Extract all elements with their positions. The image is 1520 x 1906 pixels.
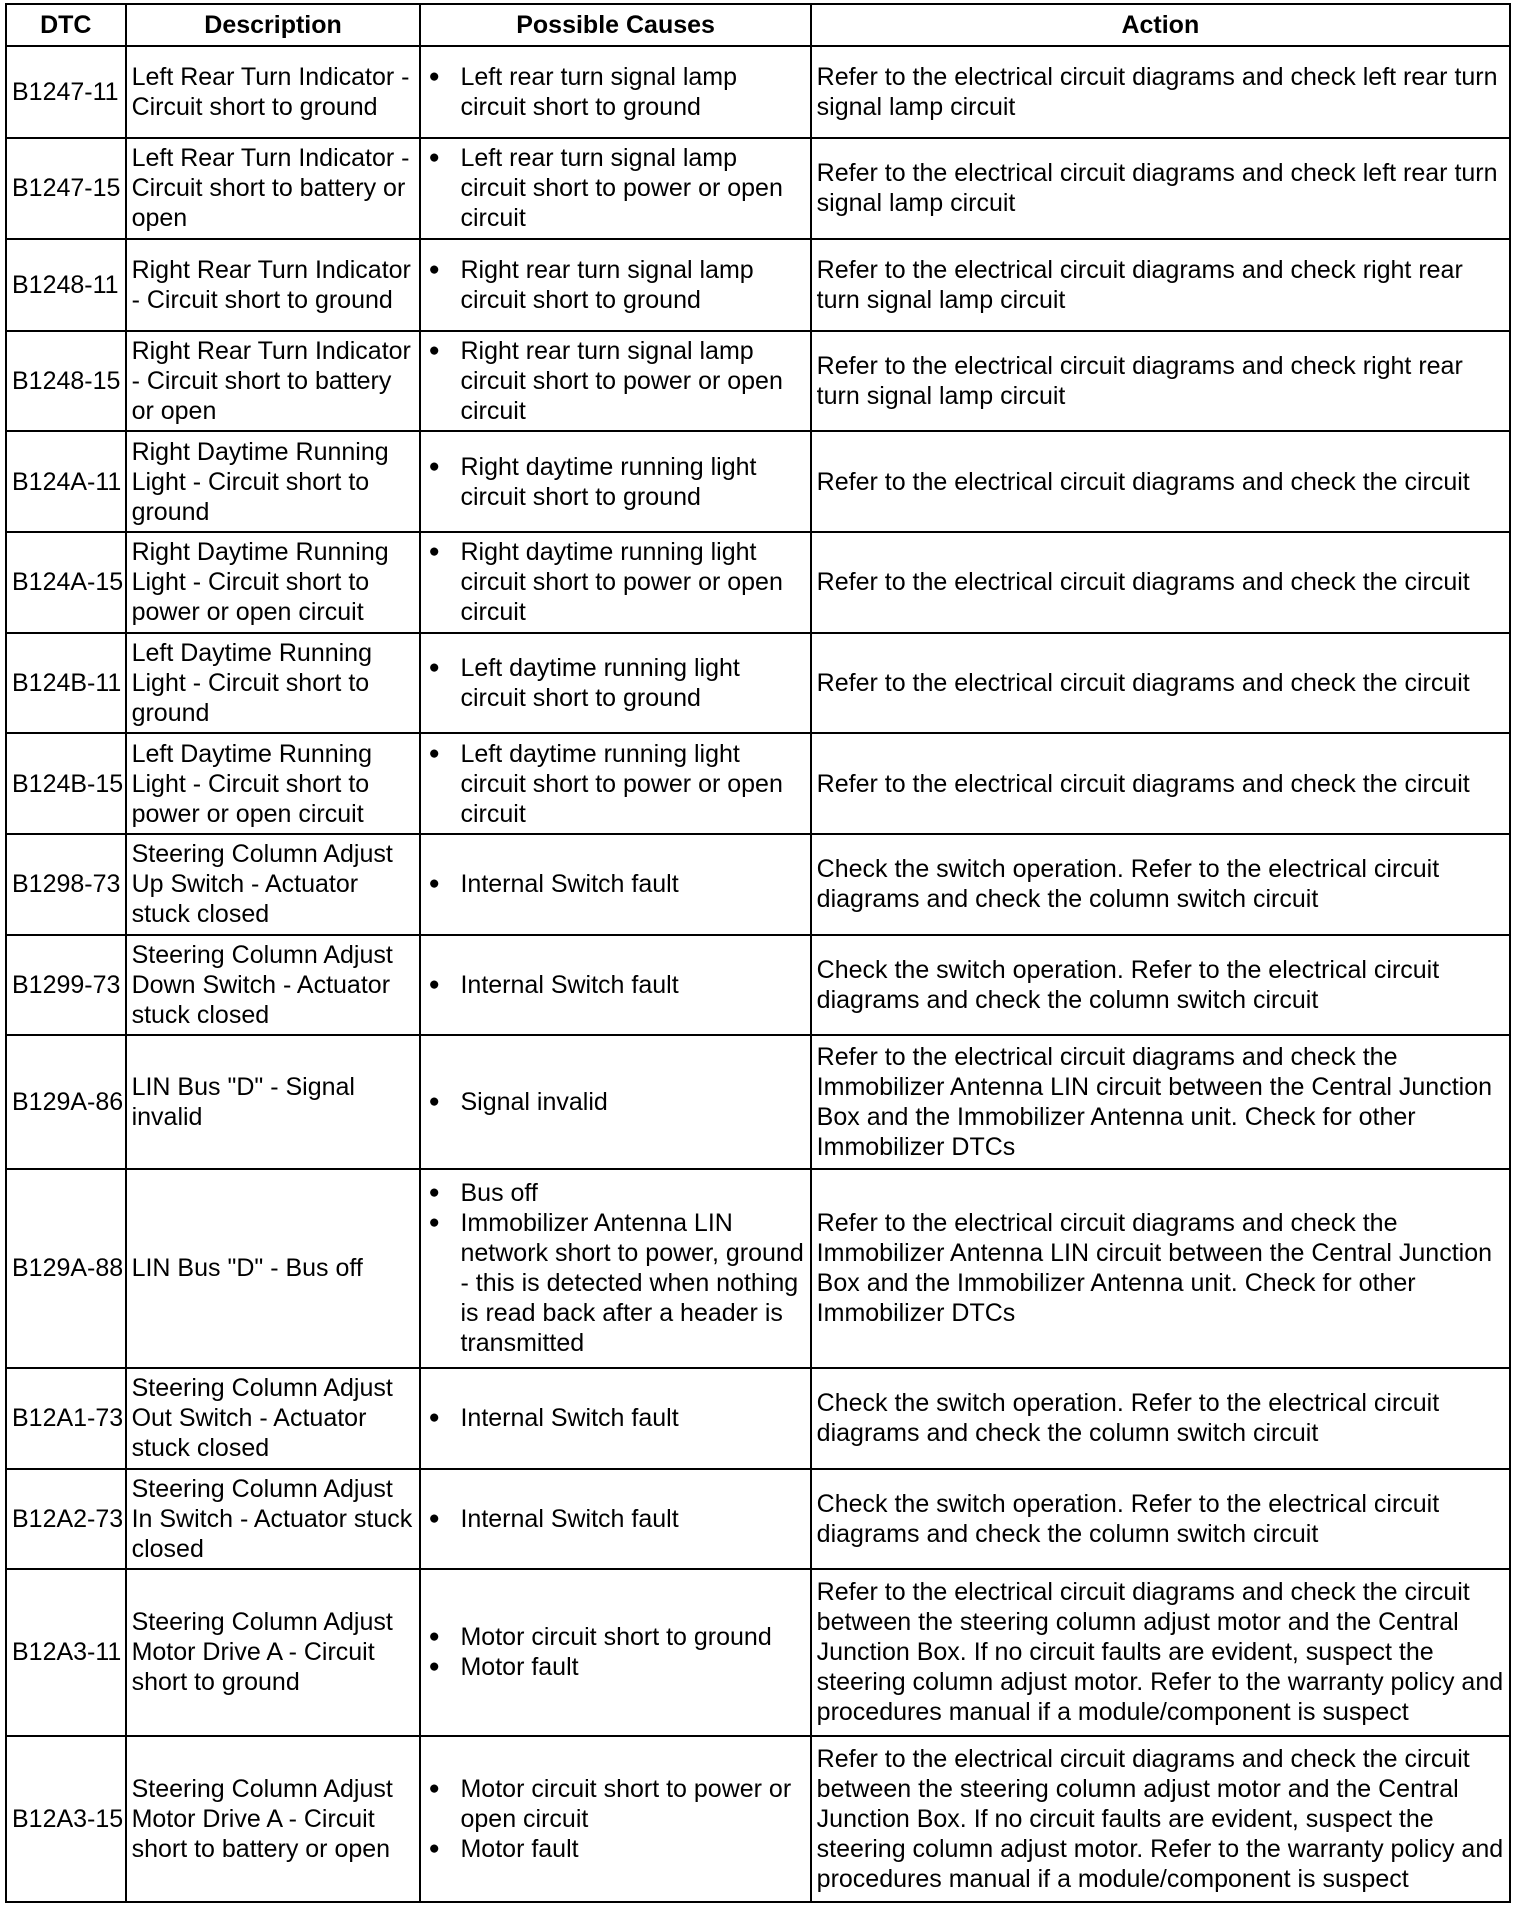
dtc-code: B1248-11 — [6, 239, 126, 331]
possible-cause-item: ● Right rear turn signal lamp circuit short to power or open circuit — [426, 336, 804, 426]
dtc-action: Refer to the electrical circuit diagrams and check the circuit between the steering column adjust motor and the Central Junction Box. If no circuit faults are evident, suspect the steering column adjust motor. Refer to the warranty policy and procedures manual if a module/component is suspect — [811, 1736, 1510, 1902]
possible-causes-list — [426, 336, 804, 426]
possible-causes-cell — [420, 1736, 810, 1902]
dtc-code: B1298-73 — [6, 834, 126, 935]
possible-cause-item: ● Motor fault — [426, 1834, 804, 1864]
table-row — [6, 431, 1510, 532]
possible-causes-list — [426, 1504, 804, 1534]
possible-causes-list — [426, 1403, 804, 1433]
possible-cause-item: ● Motor circuit short to power or open circuit — [426, 1774, 804, 1834]
dtc-action: Refer to the electrical circuit diagrams and check the circuit — [811, 431, 1510, 532]
possible-causes-list — [426, 653, 804, 713]
dtc-code: B124A-15 — [6, 532, 126, 633]
possible-causes-list — [426, 1774, 804, 1864]
possible-causes-list — [426, 143, 804, 233]
dtc-action: Refer to the electrical circuit diagrams and check right rear turn signal lamp circuit — [811, 331, 1510, 432]
possible-cause-item: ● Right daytime running light circuit short to ground — [426, 452, 804, 512]
header-action: Action — [811, 4, 1510, 46]
possible-causes-list — [426, 739, 804, 829]
possible-cause-item: ● Signal invalid — [426, 1087, 804, 1117]
possible-causes-list — [426, 1622, 804, 1682]
header-possible-causes: Possible Causes — [420, 4, 810, 46]
table-row — [6, 138, 1510, 239]
dtc-action: Refer to the electrical circuit diagrams and check the circuit between the steering column adjust motor and the Central Junction Box. If no circuit faults are evident, suspect the steering column adjust motor. Refer to the warranty policy and procedures manual if a module/component is suspect — [811, 1569, 1510, 1735]
possible-causes-cell — [420, 935, 810, 1036]
possible-cause-item: ● Internal Switch fault — [426, 1504, 804, 1534]
table-row — [6, 1469, 1510, 1570]
possible-causes-cell — [420, 834, 810, 935]
possible-causes-cell — [420, 1569, 810, 1735]
dtc-code: B1299-73 — [6, 935, 126, 1036]
dtc-description: Left Rear Turn Indicator - Circuit short to ground — [126, 46, 421, 138]
possible-cause-item: ● Right rear turn signal lamp circuit short to ground — [426, 255, 804, 315]
possible-causes-cell — [420, 633, 810, 734]
dtc-description: Steering Column Adjust Motor Drive A - Circuit short to ground — [126, 1569, 421, 1735]
possible-causes-list — [426, 869, 804, 899]
dtc-action: Check the switch operation. Refer to the electrical circuit diagrams and check the column switch circuit — [811, 935, 1510, 1036]
dtc-description: Left Rear Turn Indicator - Circuit short to battery or open — [126, 138, 421, 239]
possible-cause-item: ● Internal Switch fault — [426, 970, 804, 1000]
possible-cause-item: ● Left daytime running light circuit short to power or open circuit — [426, 739, 804, 829]
dtc-code: B12A3-15 — [6, 1736, 126, 1902]
dtc-action: Refer to the electrical circuit diagrams and check the circuit — [811, 633, 1510, 734]
possible-causes-list — [426, 970, 804, 1000]
dtc-code: B12A3-11 — [6, 1569, 126, 1735]
possible-causes-list — [426, 1087, 804, 1117]
possible-causes-cell — [420, 46, 810, 138]
dtc-code: B124B-11 — [6, 633, 126, 734]
dtc-table — [5, 3, 1511, 1903]
dtc-action: Refer to the electrical circuit diagrams and check left rear turn signal lamp circuit — [811, 138, 1510, 239]
table-row — [6, 733, 1510, 834]
dtc-description: Right Rear Turn Indicator - Circuit short to battery or open — [126, 331, 421, 432]
possible-cause-item: ● Left rear turn signal lamp circuit short to power or open circuit — [426, 143, 804, 233]
possible-causes-list — [426, 255, 804, 315]
possible-cause-item: ● Immobilizer Antenna LIN network short to power, ground - this is detected when nothing is read back after a header is transmitted — [426, 1208, 804, 1358]
dtc-action: Refer to the electrical circuit diagrams and check the circuit — [811, 532, 1510, 633]
header-description: Description — [126, 4, 421, 46]
possible-causes-list — [426, 62, 804, 122]
dtc-code: B124B-15 — [6, 733, 126, 834]
table-row — [6, 1035, 1510, 1169]
dtc-description: Steering Column Adjust Motor Drive A - Circuit short to battery or open — [126, 1736, 421, 1902]
dtc-action: Refer to the electrical circuit diagrams and check left rear turn signal lamp circuit — [811, 46, 1510, 138]
header-row — [6, 4, 1510, 46]
possible-causes-cell — [420, 1169, 810, 1368]
dtc-description: Steering Column Adjust Out Switch - Actuator stuck closed — [126, 1368, 421, 1469]
table-row — [6, 633, 1510, 734]
dtc-description: Right Daytime Running Light - Circuit short to power or open circuit — [126, 532, 421, 633]
dtc-code: B1247-11 — [6, 46, 126, 138]
possible-causes-cell — [420, 1469, 810, 1570]
dtc-code: B12A2-73 — [6, 1469, 126, 1570]
possible-cause-item: ● Motor circuit short to ground — [426, 1622, 804, 1652]
dtc-description: Right Daytime Running Light - Circuit short to ground — [126, 431, 421, 532]
table-row — [6, 1569, 1510, 1735]
table-row — [6, 46, 1510, 138]
dtc-description: LIN Bus "D" - Signal invalid — [126, 1035, 421, 1169]
possible-causes-cell — [420, 138, 810, 239]
possible-cause-item: ● Left daytime running light circuit short to ground — [426, 653, 804, 713]
dtc-description: LIN Bus "D" - Bus off — [126, 1169, 421, 1368]
table-row — [6, 1736, 1510, 1902]
dtc-code: B12A1-73 — [6, 1368, 126, 1469]
possible-causes-cell — [420, 431, 810, 532]
possible-cause-item: ● Internal Switch fault — [426, 1403, 804, 1433]
dtc-code: B129A-86 — [6, 1035, 126, 1169]
possible-causes-cell — [420, 1368, 810, 1469]
table-row — [6, 331, 1510, 432]
table-row — [6, 532, 1510, 633]
possible-causes-cell — [420, 532, 810, 633]
dtc-action: Check the switch operation. Refer to the electrical circuit diagrams and check the column switch circuit — [811, 834, 1510, 935]
table-row — [6, 935, 1510, 1036]
dtc-description: Left Daytime Running Light - Circuit short to power or open circuit — [126, 733, 421, 834]
dtc-code: B129A-88 — [6, 1169, 126, 1368]
possible-causes-list — [426, 452, 804, 512]
dtc-action: Check the switch operation. Refer to the electrical circuit diagrams and check the column switch circuit — [811, 1469, 1510, 1570]
dtc-description: Left Daytime Running Light - Circuit short to ground — [126, 633, 421, 734]
header-dtc: DTC — [6, 4, 126, 46]
dtc-code: B124A-11 — [6, 431, 126, 532]
dtc-action: Refer to the electrical circuit diagrams and check the Immobilizer Antenna LIN circuit between the Central Junction Box and the Immobilizer Antenna unit. Check for other Immobilizer DTCs — [811, 1169, 1510, 1368]
dtc-action: Refer to the electrical circuit diagrams and check the circuit — [811, 733, 1510, 834]
dtc-description: Right Rear Turn Indicator - Circuit short to ground — [126, 239, 421, 331]
dtc-action: Check the switch operation. Refer to the electrical circuit diagrams and check the column switch circuit — [811, 1368, 1510, 1469]
possible-causes-cell — [420, 239, 810, 331]
possible-cause-item: ● Internal Switch fault — [426, 869, 804, 899]
possible-causes-list — [426, 537, 804, 627]
table-row — [6, 1169, 1510, 1368]
table-body — [6, 46, 1510, 1902]
dtc-action: Refer to the electrical circuit diagrams and check the Immobilizer Antenna LIN circuit between the Central Junction Box and the Immobilizer Antenna unit. Check for other Immobilizer DTCs — [811, 1035, 1510, 1169]
table-row — [6, 239, 1510, 331]
dtc-description: Steering Column Adjust In Switch - Actuator stuck closed — [126, 1469, 421, 1570]
possible-cause-item: ● Right daytime running light circuit short to power or open circuit — [426, 537, 804, 627]
dtc-description: Steering Column Adjust Up Switch - Actuator stuck closed — [126, 834, 421, 935]
dtc-code: B1247-15 — [6, 138, 126, 239]
possible-cause-item: ● Bus off — [426, 1178, 804, 1208]
possible-causes-cell — [420, 1035, 810, 1169]
dtc-description: Steering Column Adjust Down Switch - Actuator stuck closed — [126, 935, 421, 1036]
possible-causes-cell — [420, 733, 810, 834]
table-row — [6, 834, 1510, 935]
possible-causes-cell — [420, 331, 810, 432]
possible-cause-item: ● Left rear turn signal lamp circuit short to ground — [426, 62, 804, 122]
table-row — [6, 1368, 1510, 1469]
possible-causes-list — [426, 1178, 804, 1358]
dtc-action: Refer to the electrical circuit diagrams and check right rear turn signal lamp circuit — [811, 239, 1510, 331]
possible-cause-item: ● Motor fault — [426, 1652, 804, 1682]
dtc-code: B1248-15 — [6, 331, 126, 432]
